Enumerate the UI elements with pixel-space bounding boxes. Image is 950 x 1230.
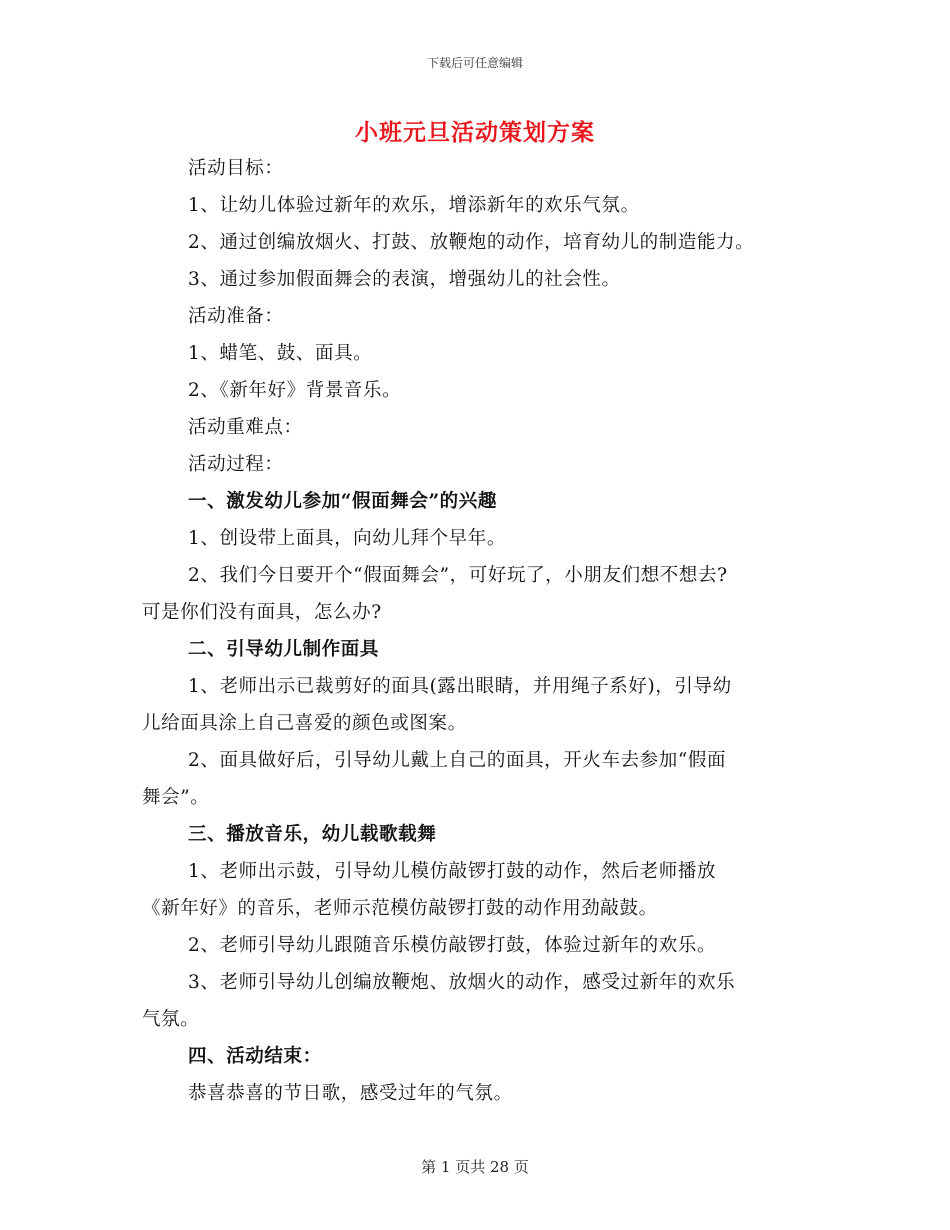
text-line: 活动过程： — [188, 454, 284, 475]
section-heading: 二、引导幼儿制作面具 — [188, 639, 380, 660]
text-line: 3、老师引导幼儿创编放鞭炮、放烟火的动作，感受过新年的欢乐 — [188, 972, 736, 993]
document-body — [142, 150, 822, 1112]
section-heading: 四、活动结束： — [188, 1046, 322, 1067]
text-line: 1、蜡笔、鼓、面具。 — [188, 343, 373, 364]
text-line: 2、通过创编放烟火、打鼓、放鞭炮的动作，培育幼儿的制造能力。 — [188, 232, 755, 253]
text-line: 《新年好》的音乐，老师示范模仿敲锣打鼓的动作用劲敲鼓。 — [142, 898, 658, 919]
text-line: 2、老师引导幼儿跟随音乐模仿敲锣打鼓，体验过新年的欢乐。 — [188, 935, 717, 956]
text-line: 舞会”。 — [142, 787, 210, 808]
text-line: 气氛。 — [142, 1009, 200, 1030]
text-line: 活动重难点： — [188, 417, 303, 438]
text-line: 儿给面具涂上自己喜爱的颜色或图案。 — [142, 713, 467, 734]
text-line: 1、让幼儿体验过新年的欢乐，增添新年的欢乐气氛。 — [188, 195, 640, 216]
text-line: 1、老师出示鼓，引导幼儿模仿敲锣打鼓的动作，然后老师播放 — [188, 861, 717, 882]
text-line: 2、我们今日要开个“假面舞会”，可好玩了，小朋友们想不想去? — [188, 565, 728, 586]
text-line: 恭喜恭喜的节日歌，感受过年的气氛。 — [188, 1083, 513, 1104]
section-heading: 一、激发幼儿参加“假面舞会”的兴趣 — [188, 491, 497, 512]
text-line: 1、老师出示已裁剪好的面具(露出眼睛，并用绳子系好)，引导幼 — [188, 676, 732, 697]
text-line: 2、面具做好后，引导幼儿戴上自己的面具，开火车去参加“假面 — [188, 750, 727, 771]
text-line: 1、创设带上面具，向幼儿拜个早年。 — [188, 528, 506, 549]
text-line: 活动目标： — [188, 158, 284, 179]
text-line: 可是你们没有面具，怎么办? — [142, 602, 382, 623]
section-heading: 三、播放音乐，幼儿载歌载舞 — [188, 824, 437, 845]
document-title: 小班元旦活动策划方案 — [355, 119, 595, 146]
text-line: 2、《新年好》背景音乐。 — [188, 380, 402, 401]
page-header: 下载后可任意编辑 — [426, 56, 523, 70]
page-footer: 第 1 页共 28 页 — [421, 1158, 529, 1176]
text-line: 3、通过参加假面舞会的表演，增强幼儿的社会性。 — [188, 269, 621, 290]
text-line: 活动准备： — [188, 306, 284, 327]
